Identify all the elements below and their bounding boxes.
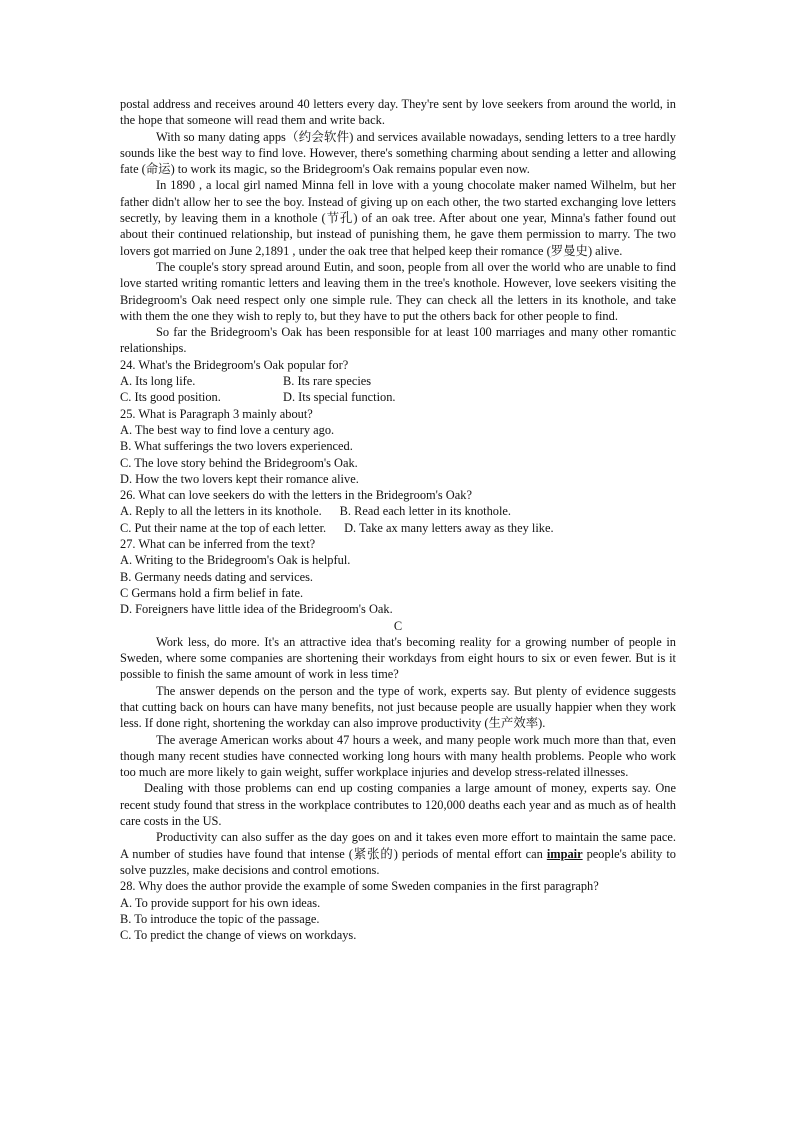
question-26-option-b: B. Read each letter in its knothole. xyxy=(339,504,512,519)
vocabulary-word-impair: impair xyxy=(546,846,583,861)
question-26-options-row-1 xyxy=(120,503,676,519)
question-26-option-a: A. Reply to all the letters in its knothole. xyxy=(120,504,322,519)
passage-b-paragraph-4: So far the Bridegroom's Oak has been responsible for at least 100 marriages and many other romantic relationships. xyxy=(120,325,676,356)
question-27-option-d: D. Foreigners have little idea of the Bridegroom's Oak. xyxy=(120,602,393,617)
question-24-option-b: B. Its rare species xyxy=(283,374,372,389)
passage-b-paragraph-2: In 1890 , a local girl named Minna fell in love with a young chocolate maker named Wilhelm, but her father didn't allow her to see the boy. Instead of giving up on each other, the two started exchanging love letters secretly, by leaving them in a knothole (节孔) of an oak tree. After about one year, Minna's father found out about their continued relationship, but instead of punishing them, he gave them permission to marry. The two lovers got married on June 2,1891 , under the oak tree that helped keep their romance (罗曼史) alive. xyxy=(120,178,676,258)
question-24-stem: 24. What's the Bridegroom's Oak popular for? xyxy=(120,357,349,372)
question-24-option-d: D. Its special function. xyxy=(283,390,396,405)
document-page xyxy=(120,96,676,943)
question-25-option-b: B. What sufferings the two lovers experienced. xyxy=(120,439,353,454)
question-27-option-b: B. Germany needs dating and services. xyxy=(120,569,314,584)
question-28-option-c: C. To predict the change of views on workdays. xyxy=(120,928,357,943)
question-26-option-c: C. Put their name at the top of each letter. xyxy=(120,520,327,535)
question-24-options-row-2 xyxy=(120,389,676,405)
question-24-option-a: A. Its long life. xyxy=(120,374,196,389)
question-27-stem: 27. What can be inferred from the text? xyxy=(120,537,316,552)
question-26-option-d: D. Take ax many letters away as they like. xyxy=(344,520,554,535)
passage-b-paragraph-1: With so many dating apps（约会软件) and services available nowadays, sending letters to a tree hardly sounds like the best way to find love. However, there's something charming about sending a letter and allowing fate (命运) to work its magic, so the Bridegroom's Oak remains popular even now. xyxy=(120,129,676,177)
question-25-option-a: A. The best way to find love a century ago. xyxy=(120,422,335,437)
passage-c-paragraph-3: The average American works about 47 hours a week, and many people work much more than that, even though many recent studies have connected working long hours with many health problems. People who work too much are more likely to gain weight, suffer workplace injuries and develop stress-related illnesses. xyxy=(120,732,676,780)
passage-c-paragraph-5-start: Productivity can also suffer as the day goes on and it takes even more effort to maintain the same pace. A number of studies have found that intense (紧张的) periods of mental effort can xyxy=(120,830,676,861)
question-28-stem: 28. Why does the author provide the example of some Sweden companies in the first paragraph? xyxy=(120,879,599,894)
passage-b-paragraph-3: The couple's story spread around Eutin, and soon, people from all over the world who are unable to find love started writing romantic letters and leaving them in the tree's knothole. However, love seekers visiting the Bridegroom's Oak need respect only one simple rule. They can check all the letters in its knothole, and take with them the one they wish to reply to, but they have to put the others back for other people to find. xyxy=(120,259,676,323)
question-26-options-row-2 xyxy=(120,520,676,536)
question-25-option-c: C. The love story behind the Bridegroom's Oak. xyxy=(120,455,358,470)
question-27-option-a: A. Writing to the Bridegroom's Oak is helpful. xyxy=(120,553,351,568)
section-c-heading: C xyxy=(393,618,403,633)
question-28-option-b: B. To introduce the topic of the passage. xyxy=(120,911,320,926)
passage-c-paragraph-1: Work less, do more. It's an attractive idea that's becoming reality for a growing number of people in Sweden, where some companies are shortening their workdays from eight hours to six or even fewer. But is it possible to finish the same amount of work in less time? xyxy=(120,634,676,682)
passage-c-paragraph-4: Dealing with those problems can end up costing companies a large amount of money, experts say. One recent study found that stress in the workplace contributes to 120,000 deaths each year and as much as of health care costs in the US. xyxy=(120,781,676,829)
passage-c-paragraph-2: The answer depends on the person and the type of work, experts say. But plenty of evidence suggests that cutting back on hours can have many benefits, not just because people are usually happier when they work less. If done right, shortening the workday can also improve productivity (生产效率). xyxy=(120,683,676,731)
question-25-stem: 25. What is Paragraph 3 mainly about? xyxy=(120,406,313,421)
question-24-options-row-1 xyxy=(120,373,676,389)
passage-b-paragraph-0: postal address and receives around 40 letters every day. They're sent by love seekers from around the world, in the hope that someone will read them and write back. xyxy=(120,97,676,128)
question-25-option-d: D. How the two lovers kept their romance alive. xyxy=(120,471,359,486)
question-27-option-c: C Germans hold a firm belief in fate. xyxy=(120,585,304,600)
question-28-option-a: A. To provide support for his own ideas. xyxy=(120,895,321,910)
passage-c-paragraph-5-end: people's ability to solve puzzles, make decisions and control emotions. xyxy=(120,846,676,877)
question-24-option-c: C. Its good position. xyxy=(120,390,221,405)
question-26-stem: 26. What can love seekers do with the letters in the Bridegroom's Oak? xyxy=(120,488,472,503)
passage-c-paragraph-5 xyxy=(120,829,676,878)
